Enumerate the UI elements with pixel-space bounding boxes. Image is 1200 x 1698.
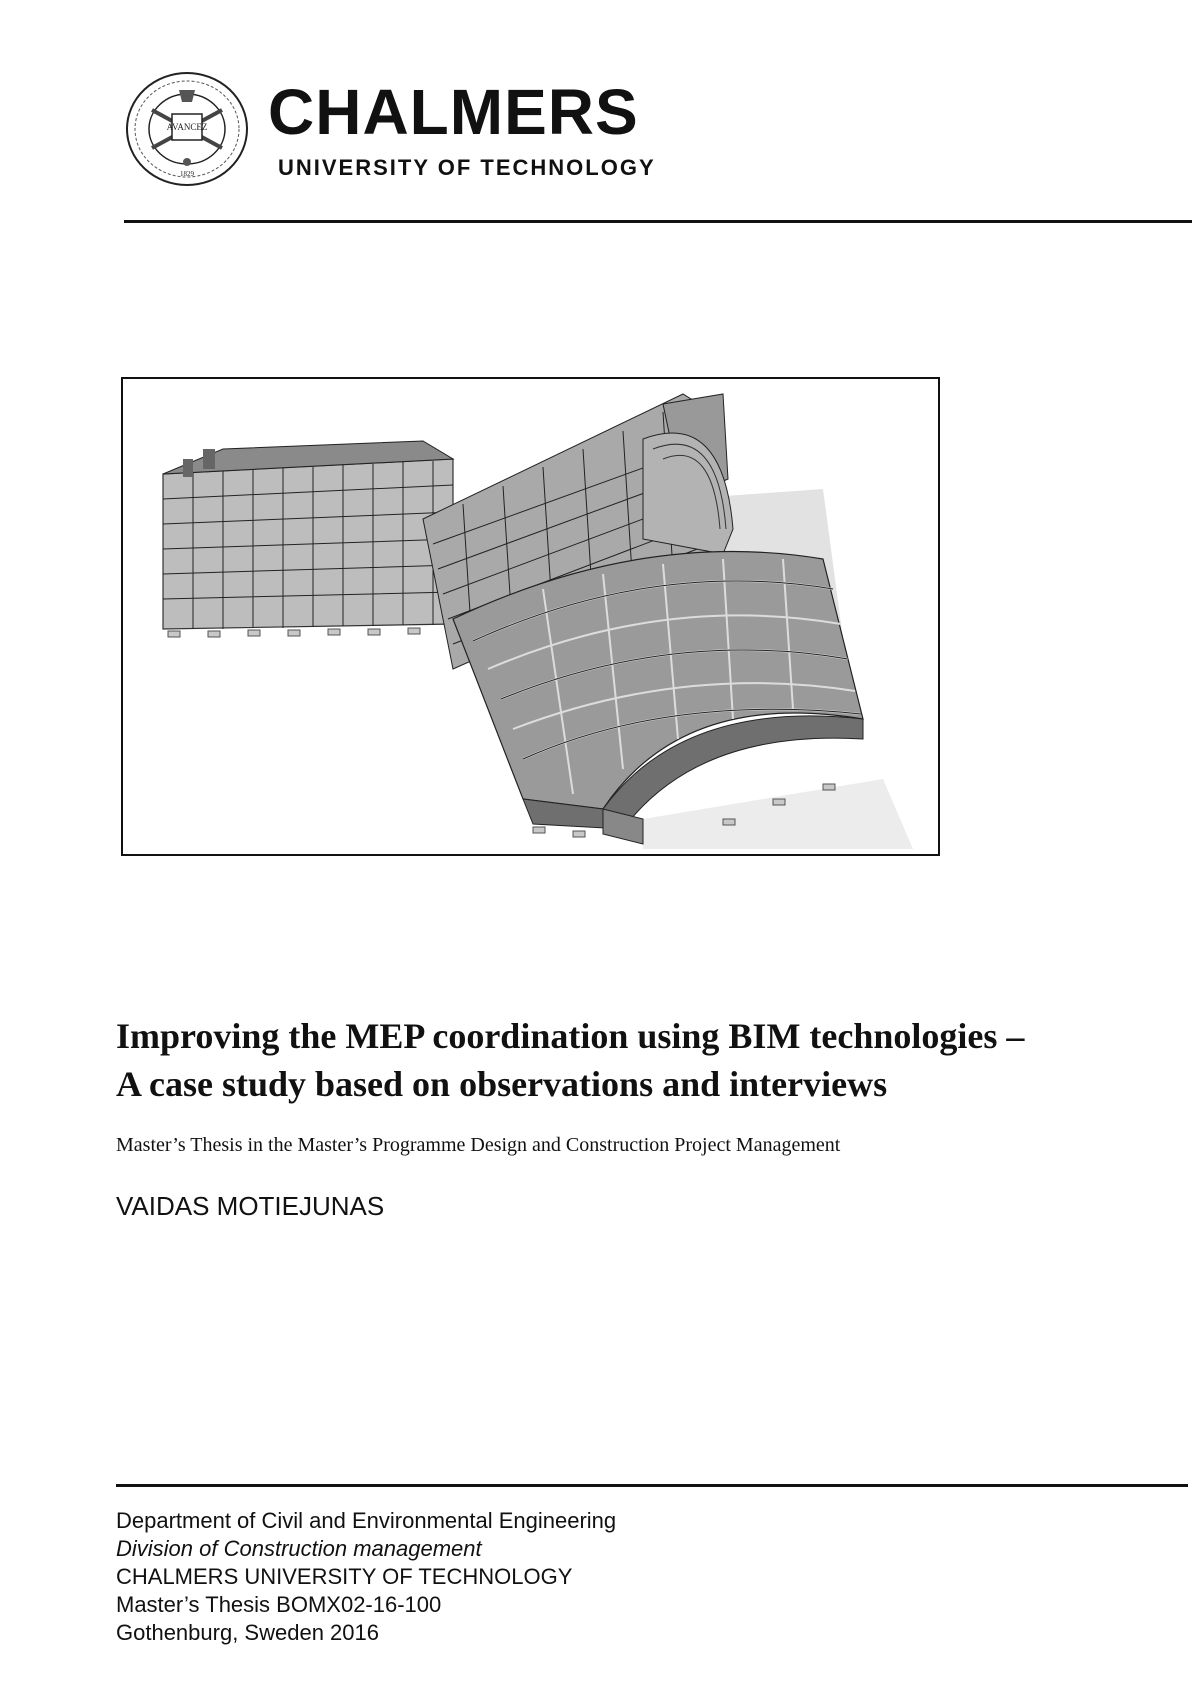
thesis-title-line-2: A case study based on observations and interviews: [116, 1064, 888, 1104]
seal-text: AVANCEZ: [166, 122, 208, 132]
place-year: Gothenburg, Sweden 2016: [116, 1620, 379, 1645]
university-subtitle: UNIVERSITY OF TECHNOLOGY: [278, 155, 656, 180]
header-divider: [124, 220, 1192, 223]
thesis-number: Master’s Thesis BOMX02-16-100: [116, 1592, 442, 1617]
footer-university: CHALMERS UNIVERSITY OF TECHNOLOGY: [116, 1564, 573, 1589]
university-name: CHALMERS: [268, 76, 639, 148]
thesis-title: [116, 1012, 1196, 1108]
author-name: VAIDAS MOTIEJUNAS: [116, 1191, 385, 1221]
department: Department of Civil and Environmental Engineering: [116, 1508, 617, 1533]
cover-figure: [121, 377, 940, 856]
thesis-subtitle: Master’s Thesis in the Master’s Programme Design and Construction Project Management: [116, 1134, 841, 1156]
thesis-title-line-1: Improving the MEP coordination using BIM technologies –: [116, 1016, 1025, 1056]
chalmers-seal-icon: [122, 70, 252, 188]
building-model-image: [123, 379, 938, 854]
division: Division of Construction management: [116, 1536, 482, 1561]
footer-divider: [116, 1484, 1188, 1487]
footer-block: [116, 1507, 616, 1647]
seal-year: 1829: [180, 170, 194, 178]
